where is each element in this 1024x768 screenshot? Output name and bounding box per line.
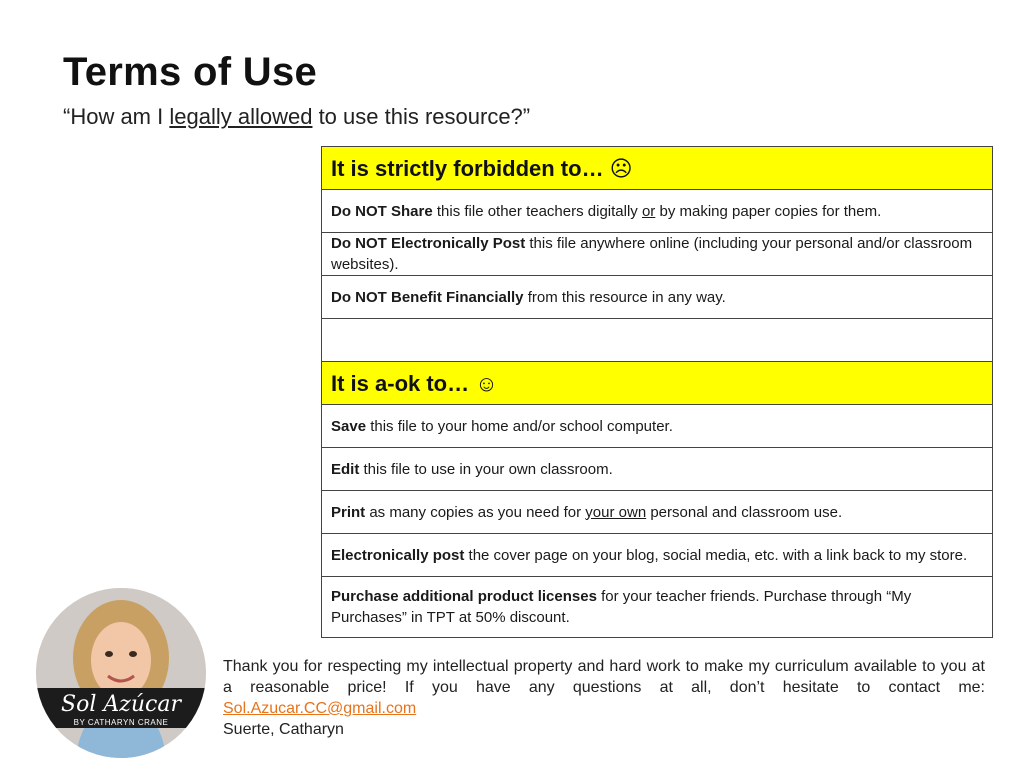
table-row: [322, 491, 993, 534]
forbidden-item-share: Do NOT Share this file other teachers digitally or by making paper copies for them.: [322, 190, 993, 233]
page-title: Terms of Use: [63, 50, 318, 94]
table-row-blank: [322, 319, 993, 362]
table-row: [322, 448, 993, 491]
allowed-item-save: Save this file to your home and/or school computer.: [322, 405, 993, 448]
page-subtitle: [63, 104, 530, 130]
table-row: [322, 233, 993, 276]
subtitle-end: to use this resource?”: [312, 104, 531, 129]
logo-byline: BY CATHARYN CRANE: [73, 718, 169, 727]
forbidden-item-benefit: Do NOT Benefit Financially from this resource in any way.: [322, 276, 993, 319]
allowed-item-electronically-post: Electronically post the cover page on your blog, social media, etc. with a link back to my store.: [322, 534, 993, 577]
footer-signoff: Suerte, Catharyn: [223, 721, 344, 738]
contact-email-link[interactable]: Sol.Azucar.CC@gmail.com: [223, 700, 417, 717]
terms-table: [321, 146, 993, 638]
allowed-item-edit: Edit this file to use in your own classroom.: [322, 448, 993, 491]
subtitle-underlined: legally allowed: [169, 104, 313, 129]
allowed-header: It is a-ok to… ☺: [322, 362, 993, 405]
avatar-portrait-icon: [36, 588, 206, 758]
table-row: [322, 276, 993, 319]
allowed-item-purchase: Purchase additional product licenses for your teacher friends. Purchase through “My Purchases” in TPT at 50% discount.: [322, 577, 993, 638]
logo-brand: Sol Azúcar: [61, 692, 181, 717]
blank-cell: [322, 319, 993, 362]
forbidden-header-row: [322, 147, 993, 190]
table-row: [322, 577, 993, 638]
allowed-item-print: Print as many copies as you need for your own personal and classroom use.: [322, 491, 993, 534]
footer-message: [223, 656, 985, 740]
footer-text: Thank you for respecting my intellectual property and hard work to make my curriculum available to you at a reasonable price! If you have any questions at all, don’t hesitate to contact me:: [223, 658, 985, 696]
forbidden-item-post: Do NOT Electronically Post this file anywhere online (including your personal and/or classroom websites).: [322, 233, 993, 276]
author-avatar-logo: [36, 588, 206, 758]
forbidden-header: It is strictly forbidden to… ☹: [322, 147, 993, 190]
table-row: [322, 534, 993, 577]
allowed-header-row: [322, 362, 993, 405]
table-row: [322, 190, 993, 233]
table-row: [322, 405, 993, 448]
subtitle-start: “How am I: [63, 104, 170, 129]
